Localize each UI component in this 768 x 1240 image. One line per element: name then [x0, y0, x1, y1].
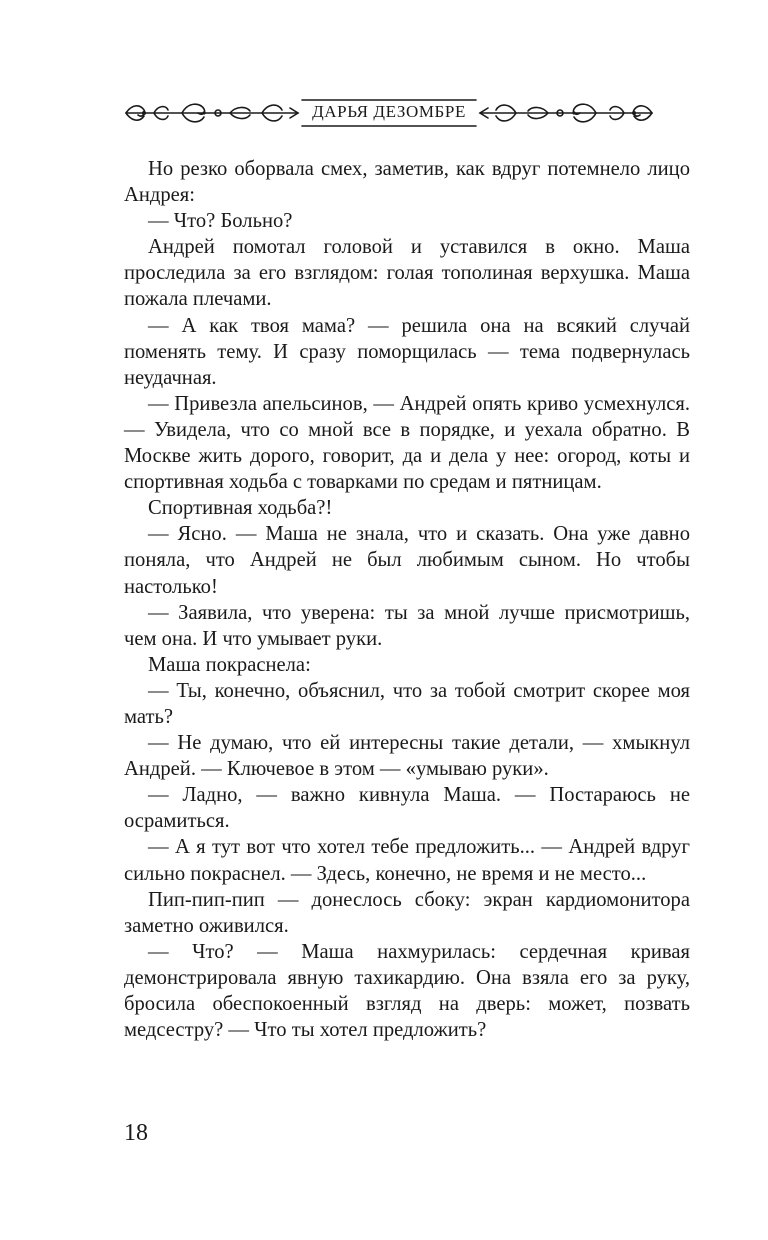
paragraph: Маша покраснела: — [148, 653, 311, 676]
paragraph: — Ясно. — Маша не знала, что и сказать. Она уже давно поняла, что Андрей не был любимым сыном. Но чтобы настолько! — [124, 523, 690, 598]
running-header — [122, 96, 656, 130]
page-number: 18 — [124, 1120, 148, 1146]
paragraph: — Что? — Маша нахмурилась: сердечная кривая демонстрировала явную тахикардию. Она взяла его за руку, бросила обеспокоенный взгляд на дверь: может, позвать медсестру? — Что ты хотел предложить? — [124, 940, 690, 1042]
body-text — [124, 156, 690, 1043]
paragraph: Спортивная ходьба?! — [148, 497, 333, 520]
paragraph: Но резко оборвала смех, заметив, как вдруг потемнело лицо Андрея: — [124, 158, 690, 207]
paragraph: Пип-пип-пип — донеслось сбоку: экран кардиомонитора заметно оживился. — [124, 888, 690, 937]
header-title: ДАРЬЯ ДЕЗОМБРЕ — [306, 102, 472, 121]
paragraph: — А я тут вот что хотел тебе предложить... — Андрей вдруг сильно покраснел. — Здесь, конечно, не время и не место... — [124, 836, 690, 885]
paragraph: — Ты, конечно, объяснил, что за тобой смотрит скорее моя мать? — [124, 679, 690, 728]
paragraph: Андрей помотал головой и уставился в окно. Маша проследила за его взглядом: голая тополиная верхушка. Маша пожала плечами. — [124, 236, 690, 311]
paragraph: — Не думаю, что ей интересны такие детали, — хмыкнул Андрей. — Ключевое в этом — «умываю руки». — [124, 732, 690, 781]
paragraph: — Ладно, — важно кивнула Маша. — Постараюсь не осрамиться. — [124, 784, 690, 833]
paragraph: — Привезла апельсинов, — Андрей опять криво усмехнулся. — Увидела, что со мной все в порядке, и уехала обратно. В Москве жить дорого, говорит, да и дела у нее: огород, коты и спортивная ходьба с товарками по средам и пятницам. — [124, 392, 690, 494]
paragraph: — А как твоя мама? — решила она на всякий случай поменять тему. И сразу поморщилась — тема подвернулась неудачная. — [124, 314, 690, 389]
paragraph: — Заявила, что уверена: ты за мной лучше присмотришь, чем она. И что умывает руки. — [124, 601, 690, 650]
paragraph: — Что? Больно? — [148, 210, 293, 233]
